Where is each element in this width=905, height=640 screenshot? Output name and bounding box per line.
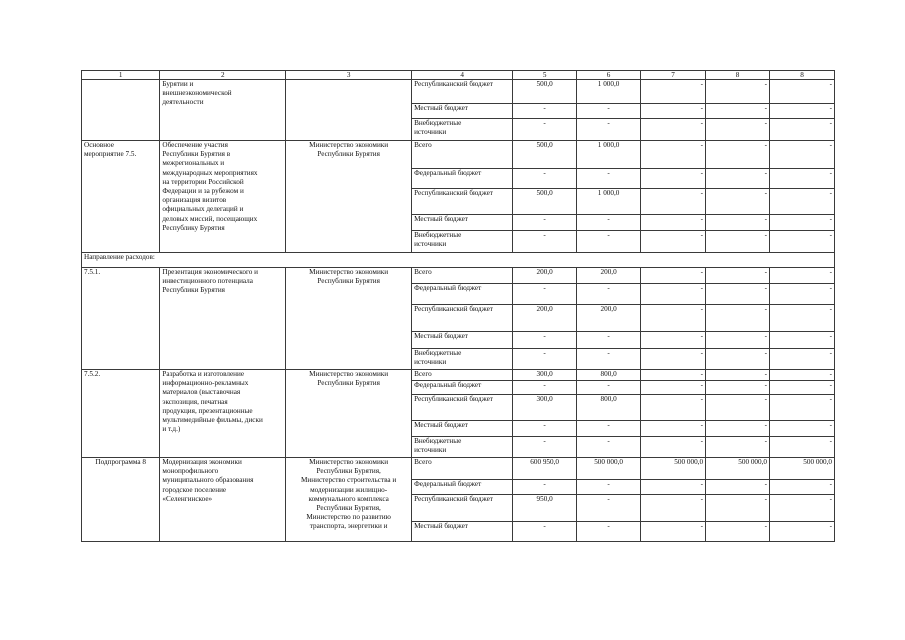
amount-cell: - — [641, 119, 706, 141]
amount-cell: - — [706, 349, 770, 370]
measure-code: Подпрограмма 8 — [82, 458, 160, 542]
direction-label: Направление расходов: — [82, 253, 835, 268]
amount-cell: - — [641, 215, 706, 231]
funding-source: Республиканский бюджет — [412, 189, 513, 215]
table-body — [82, 71, 835, 542]
amount-cell: - — [770, 104, 835, 119]
amount-cell: - — [770, 395, 835, 421]
amount-cell: - — [577, 522, 641, 542]
funding-source: Внебюджетные источники — [412, 437, 513, 458]
amount-cell: - — [577, 119, 641, 141]
amount-cell: - — [770, 119, 835, 141]
column-number: 3 — [286, 71, 412, 80]
funding-source: Местный бюджет — [412, 522, 513, 542]
funding-source: Всего — [412, 370, 513, 381]
amount-cell: - — [770, 480, 835, 495]
column-number: 8 — [706, 71, 770, 80]
amount-cell: 500,0 — [513, 80, 577, 104]
amount-cell: 200,0 — [577, 305, 641, 332]
amount-cell: - — [641, 349, 706, 370]
amount-cell: - — [641, 495, 706, 522]
funding-source: Всего — [412, 141, 513, 169]
amount-cell: - — [706, 370, 770, 381]
amount-cell: - — [513, 169, 577, 189]
budget-table — [81, 70, 835, 542]
amount-cell: 200,0 — [513, 305, 577, 332]
measure-name: Разработка и изготовление информационно-рекламных материалов (выставочная экспозиция, печатная продукция, презентационные мультимедийные фильмы, диски и т.д.) — [160, 370, 286, 458]
amount-cell: - — [641, 305, 706, 332]
funding-source: Местный бюджет — [412, 421, 513, 437]
amount-cell: - — [577, 437, 641, 458]
funding-source: Республиканский бюджет — [412, 80, 513, 104]
amount-cell: - — [770, 370, 835, 381]
amount-cell: - — [513, 231, 577, 253]
amount-cell: - — [641, 480, 706, 495]
amount-cell: - — [513, 215, 577, 231]
amount-cell: - — [513, 284, 577, 305]
funding-source: Республиканский бюджет — [412, 305, 513, 332]
amount-cell: - — [641, 284, 706, 305]
amount-cell: - — [577, 381, 641, 395]
table-row — [82, 141, 835, 169]
column-number: 7 — [641, 71, 706, 80]
amount-cell: - — [770, 268, 835, 284]
amount-cell: - — [641, 437, 706, 458]
amount-cell: - — [706, 104, 770, 119]
amount-cell: - — [770, 437, 835, 458]
amount-cell: - — [577, 332, 641, 349]
amount-cell: - — [577, 215, 641, 231]
amount-cell: - — [706, 480, 770, 495]
amount-cell: - — [770, 169, 835, 189]
amount-cell: - — [513, 480, 577, 495]
amount-cell: - — [513, 119, 577, 141]
amount-cell: - — [513, 437, 577, 458]
executor: Министерство экономики Республики Бурятия — [286, 370, 412, 458]
column-number: 5 — [513, 71, 577, 80]
funding-source: Всего — [412, 268, 513, 284]
amount-cell: - — [641, 169, 706, 189]
amount-cell: 500 000,0 — [577, 458, 641, 480]
measure-code: 7.5.1. — [82, 268, 160, 370]
amount-cell: 500 000,0 — [641, 458, 706, 480]
amount-cell: - — [641, 231, 706, 253]
amount-cell: - — [641, 370, 706, 381]
funding-source: Местный бюджет — [412, 332, 513, 349]
amount-cell: - — [706, 522, 770, 542]
amount-cell: - — [577, 349, 641, 370]
amount-cell: - — [706, 215, 770, 231]
amount-cell: - — [577, 169, 641, 189]
funding-source: Местный бюджет — [412, 104, 513, 119]
amount-cell: 950,0 — [513, 495, 577, 522]
amount-cell: - — [577, 480, 641, 495]
amount-cell: 500,0 — [513, 141, 577, 169]
measure-name: Обеспечение участия Республики Бурятия в межрегиональных и международных мероприятиях на территории Российской Федерации и за рубежом и организация визитов официальных делегаций и деловых миссий, посещающих Республику Бурятия — [160, 141, 286, 253]
amount-cell: 1 000,0 — [577, 80, 641, 104]
measure-code — [82, 80, 160, 141]
measure-name: Бурятии и внешнеэкономической деятельности — [160, 80, 286, 141]
amount-cell: - — [513, 381, 577, 395]
amount-cell: - — [706, 332, 770, 349]
amount-cell: - — [641, 104, 706, 119]
funding-source: Федеральный бюджет — [412, 381, 513, 395]
amount-cell: 500 000,0 — [706, 458, 770, 480]
funding-source: Внебюджетные источники — [412, 231, 513, 253]
amount-cell: - — [577, 421, 641, 437]
amount-cell: 500 000,0 — [770, 458, 835, 480]
amount-cell: - — [706, 305, 770, 332]
amount-cell: - — [641, 395, 706, 421]
amount-cell: - — [770, 381, 835, 395]
funding-source: Республиканский бюджет — [412, 495, 513, 522]
table-row — [82, 458, 835, 480]
amount-cell: - — [641, 522, 706, 542]
amount-cell: - — [770, 141, 835, 169]
funding-source: Местный бюджет — [412, 215, 513, 231]
amount-cell: 1 000,0 — [577, 141, 641, 169]
amount-cell: - — [770, 284, 835, 305]
amount-cell: - — [706, 395, 770, 421]
amount-cell: - — [706, 169, 770, 189]
amount-cell: - — [770, 231, 835, 253]
funding-source: Всего — [412, 458, 513, 480]
amount-cell: - — [706, 268, 770, 284]
amount-cell: - — [770, 349, 835, 370]
amount-cell: - — [706, 421, 770, 437]
funding-source: Федеральный бюджет — [412, 480, 513, 495]
amount-cell: - — [770, 80, 835, 104]
amount-cell: - — [706, 231, 770, 253]
amount-cell: - — [706, 381, 770, 395]
amount-cell: 800,0 — [577, 370, 641, 381]
amount-cell: - — [513, 522, 577, 542]
amount-cell: - — [513, 104, 577, 119]
amount-cell: - — [706, 437, 770, 458]
amount-cell: - — [706, 80, 770, 104]
amount-cell: 300,0 — [513, 370, 577, 381]
amount-cell: - — [770, 522, 835, 542]
column-number: 2 — [160, 71, 286, 80]
table-row — [82, 80, 835, 104]
measure-code: Основное мероприятие 7.5. — [82, 141, 160, 253]
amount-cell: 300,0 — [513, 395, 577, 421]
amount-cell: - — [706, 284, 770, 305]
amount-cell: - — [641, 189, 706, 215]
funding-source: Республиканский бюджет — [412, 395, 513, 421]
measure-code: 7.5.2. — [82, 370, 160, 458]
amount-cell: - — [577, 231, 641, 253]
amount-cell: - — [513, 421, 577, 437]
amount-cell: - — [770, 305, 835, 332]
amount-cell: 1 000,0 — [577, 189, 641, 215]
amount-cell: - — [706, 189, 770, 215]
executor — [286, 80, 412, 141]
amount-cell: - — [770, 215, 835, 231]
amount-cell: - — [577, 495, 641, 522]
executor: Министерство экономики Республики Бурятия — [286, 141, 412, 253]
amount-cell: - — [577, 104, 641, 119]
amount-cell: - — [706, 119, 770, 141]
amount-cell: - — [641, 268, 706, 284]
amount-cell: - — [641, 381, 706, 395]
amount-cell: - — [770, 189, 835, 215]
amount-cell: - — [641, 141, 706, 169]
amount-cell: 500,0 — [513, 189, 577, 215]
direction-row — [82, 253, 835, 268]
column-number: 8 — [770, 71, 835, 80]
column-number: 4 — [412, 71, 513, 80]
amount-cell: 800,0 — [577, 395, 641, 421]
column-number-row — [82, 71, 835, 80]
amount-cell: - — [641, 80, 706, 104]
table-row — [82, 268, 835, 284]
executor: Министерство экономики Республики Бурятия — [286, 268, 412, 370]
table-row — [82, 370, 835, 381]
funding-source: Внебюджетные источники — [412, 119, 513, 141]
column-number: 1 — [82, 71, 160, 80]
amount-cell: - — [706, 495, 770, 522]
amount-cell: - — [706, 141, 770, 169]
amount-cell: - — [770, 495, 835, 522]
amount-cell: 200,0 — [513, 268, 577, 284]
amount-cell: 200,0 — [577, 268, 641, 284]
amount-cell: - — [641, 332, 706, 349]
amount-cell: - — [641, 421, 706, 437]
amount-cell: - — [770, 332, 835, 349]
funding-source: Внебюджетные источники — [412, 349, 513, 370]
funding-source: Федеральный бюджет — [412, 169, 513, 189]
amount-cell: - — [577, 284, 641, 305]
amount-cell: - — [513, 332, 577, 349]
amount-cell: - — [770, 421, 835, 437]
funding-source: Федеральный бюджет — [412, 284, 513, 305]
measure-name: Модернизация экономики монопрофильного муниципального образования городское поселение «Селенгинское» — [160, 458, 286, 542]
column-number: 6 — [577, 71, 641, 80]
executor: Министерство экономики Республики Бурятия, Министерство строительства и модернизации жилищно- коммунального комплекса Республики Бурятия, Министерство по развитию транспорта, энергетики и — [286, 458, 412, 542]
amount-cell: - — [513, 349, 577, 370]
amount-cell: 600 950,0 — [513, 458, 577, 480]
measure-name: Презентация экономического и инвестиционного потенциала Республики Бурятия — [160, 268, 286, 370]
